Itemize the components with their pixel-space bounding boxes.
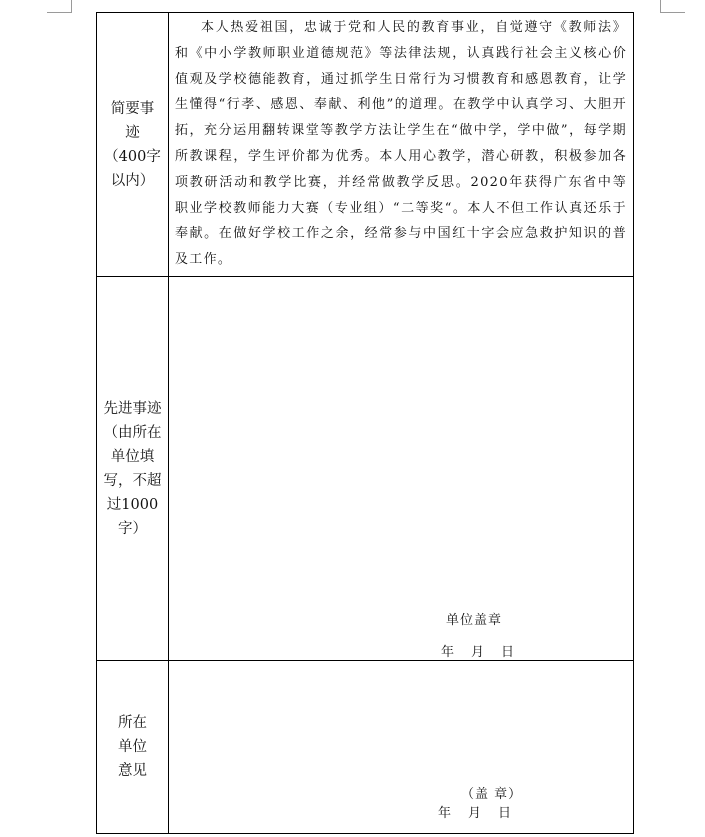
date-day: 日 (498, 806, 513, 821)
brief-deeds-label (97, 13, 169, 276)
label-line: 过1000 (106, 496, 159, 513)
advanced-deeds-label (97, 277, 169, 660)
unit-opinion-content[interactable] (169, 661, 633, 833)
seal-label: （盖 章） (461, 787, 523, 802)
label-line: 意见 (118, 763, 147, 779)
date-month: 月 (471, 645, 486, 660)
label-line: 写，不超 (103, 472, 162, 489)
label-line: （400字 (104, 148, 161, 165)
label-line: 单位 (118, 739, 147, 755)
unit-opinion-row (97, 661, 633, 833)
label-line: 先进事迹 (103, 400, 162, 417)
brief-deeds-text: 本人热爱祖国，忠诚于党和人民的教育事业，自觉遵守《教师法》和《中小学教师职业道德规范》等法律法规，认真践行社会主义核心价值观及学校德能教育，通过抓学生日常行为习惯教育和感恩教育，让学生懂得“行孝、感恩、奉献、利他”的道理。在教学中认真学习、大胆开拓，充分运用翻转课堂等教学方法让学生在“做中学，学中做”，每学期所教课程，学生评价都为优秀。本人用心教学，潜心研教，积极参加各项教研活动和教学比赛，并经常做教学反思。2020年获得广东省中等职业学校教师能力大赛（专业组）“二等奖“。本人不但工作认真还乐于奉献。在做好学校工作之余，经常参与中国红十字会应急救护知识的普及工作。 (175, 20, 627, 268)
date-year: 年 (438, 806, 453, 821)
label-line: 简要事 (110, 100, 155, 117)
label-line: 迹 (125, 124, 140, 141)
label-line: 字） (118, 520, 147, 537)
form-table (96, 12, 634, 834)
crop-mark-top-left (47, 0, 72, 13)
crop-mark-top-right (660, 0, 685, 13)
brief-deeds-content (169, 13, 633, 276)
date-month: 月 (468, 806, 483, 821)
advanced-deeds-content[interactable] (169, 277, 633, 660)
date-day: 日 (501, 645, 516, 660)
date-year: 年 (441, 645, 456, 660)
label-line: （由所在 (103, 424, 162, 441)
unit-opinion-label (97, 661, 169, 833)
date-line (438, 802, 512, 821)
advanced-deeds-row (97, 277, 633, 661)
label-line: 所在 (118, 715, 147, 731)
label-line: 以内） (110, 172, 155, 189)
date-line (441, 641, 515, 660)
label-line: 单位填 (110, 448, 155, 465)
unit-seal-label: 单位盖章 (446, 613, 503, 628)
brief-deeds-row (97, 13, 633, 277)
